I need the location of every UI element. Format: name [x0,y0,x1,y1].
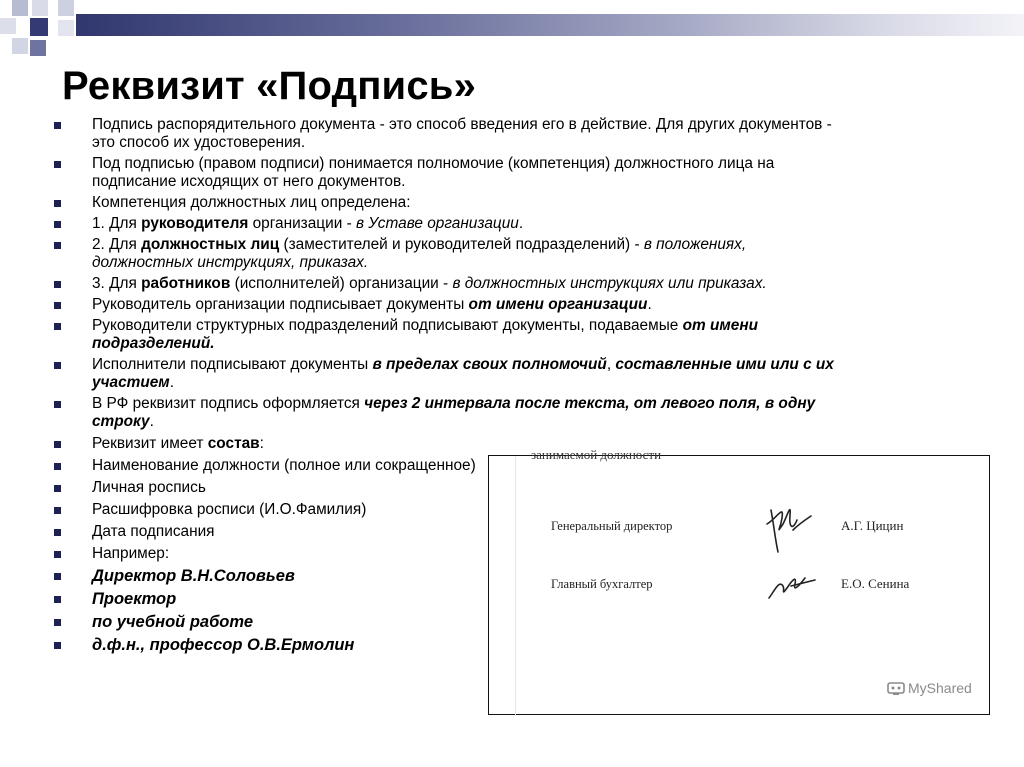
text-segment: в должностных инструкциях или приказах. [452,275,767,292]
text-segment: 1. Для [92,215,142,232]
bullet-item [54,155,844,191]
text-segment: 2. Для [92,236,142,253]
text-segment: через 2 интервала после текста, от левого поля, в одну строку [92,395,816,430]
bullet-text [92,155,844,191]
text-segment: Наименование должности (полное или сокращенное) [92,457,476,474]
text-segment: Подпись распорядительного документа - это способ введения его в действие. Для других документов - это способ их удостоверения. [92,116,832,151]
bullet-text [92,317,844,353]
text-segment: , [606,356,616,373]
text-segment: Исполнители подписывают документы [92,356,373,373]
decorative-square [58,0,74,16]
signature-position-title: Генеральный директор [551,519,673,533]
text-segment: . [169,374,174,391]
square-bullet-icon [54,221,61,228]
signature-decoding-name: Е.О. Сенина [841,576,910,591]
text-segment: (заместителей и руководителей подразделений) - [279,236,644,253]
signature-position-title: Главный бухгалтер [551,577,653,591]
text-segment: по учебной работе [92,613,254,631]
bullet-item [54,236,844,272]
text-segment: Например: [92,545,170,562]
bullet-item [54,215,844,233]
square-bullet-icon [54,642,61,649]
bullet-text [92,395,844,431]
square-bullet-icon [54,529,61,536]
bullet-text [92,194,844,212]
bullet-item [54,317,844,353]
square-bullet-icon [54,281,61,288]
bullet-item [54,435,844,453]
text-segment: в положениях, должностных инструкциях, приказах. [92,236,747,271]
bullet-text [92,215,844,233]
decorative-square [12,38,28,54]
signature-example-image [488,447,990,715]
signature-decoding-name: А.Г. Цицин [841,518,904,533]
myshared-logo-icon [887,681,905,696]
square-bullet-icon [54,323,61,330]
bullet-text [92,275,844,293]
square-bullet-icon [54,573,61,580]
square-bullet-icon [54,596,61,603]
header-gradient-bar [76,14,1024,36]
text-segment: работников [141,275,231,292]
square-bullet-icon [54,161,61,168]
square-bullet-icon [54,362,61,369]
bullet-item [54,194,844,212]
text-segment: Личная роспись [92,479,206,496]
text-segment: Расшифровка росписи (И.О.Фамилия) [92,501,367,518]
square-bullet-icon [54,441,61,448]
square-bullet-icon [54,200,61,207]
text-segment: Дата подписания [92,523,215,540]
square-bullet-icon [54,242,61,249]
text-segment: в Уставе организации [355,215,519,232]
bullet-item [54,296,844,314]
square-bullet-icon [54,551,61,558]
bullet-item [54,395,844,431]
cut-off-text: занимаемой должности [531,447,662,462]
text-segment: . [149,413,154,430]
square-bullet-icon [54,122,61,129]
bullet-text [92,116,844,152]
text-segment: Компетенция должностных лиц определена: [92,194,411,211]
text-segment: Под подписью (правом подписи) понимается полномочие (компетенция) должностного лица на подписание исходящих от него документов. [92,155,775,190]
text-segment: руководителя [141,215,249,232]
text-segment: Руководители структурных подразделений подписывают документы, подаваемые [92,317,683,334]
text-segment: Директор В.Н.Соловьев [92,567,295,585]
bullet-item [54,275,844,293]
text-segment: от имени подразделений. [92,317,759,352]
decorative-square [0,18,16,34]
watermark [887,680,972,696]
decorative-square [58,20,74,36]
decorative-square [30,40,46,56]
decorative-square [30,18,48,36]
text-segment: . [518,215,524,232]
bullet-text [92,356,844,392]
text-segment: В РФ реквизит подпись оформляется [92,395,365,412]
square-bullet-icon [54,463,61,470]
text-segment: составленные ими или с их участием [92,356,834,391]
square-bullet-icon [54,485,61,492]
handwritten-signature [757,494,819,556]
scan-edge-line [515,456,516,716]
text-segment: состав [207,435,260,452]
slide-title: Реквизит «Подпись» [62,64,477,108]
watermark-text: MyShared [908,680,972,696]
text-segment: 3. Для [92,275,142,292]
text-segment: (исполнителей) организации - [230,275,453,292]
bullet-item [54,116,844,152]
square-bullet-icon [54,401,61,408]
bullet-item [54,356,844,392]
bullet-text [92,435,844,453]
text-segment: Руководитель организации подписывает документы [92,296,469,313]
text-segment: Проектор [92,590,177,608]
bullet-text [92,236,844,272]
text-segment: должностных лиц [141,236,280,253]
decorative-square [32,0,48,16]
bullet-text [92,296,844,314]
handwritten-signature [761,564,821,604]
text-segment: . [647,296,652,313]
square-bullet-icon [54,619,61,626]
text-segment: от имени организации [468,296,648,313]
text-segment: Реквизит имеет [92,435,208,452]
decorative-square [12,0,28,16]
text-segment: д.ф.н., профессор О.В.Ермолин [92,636,355,654]
text-segment: в пределах своих полномочий [372,356,607,373]
text-segment: : [259,435,264,452]
square-bullet-icon [54,302,61,309]
square-bullet-icon [54,507,61,514]
text-segment: организации - [248,215,356,232]
